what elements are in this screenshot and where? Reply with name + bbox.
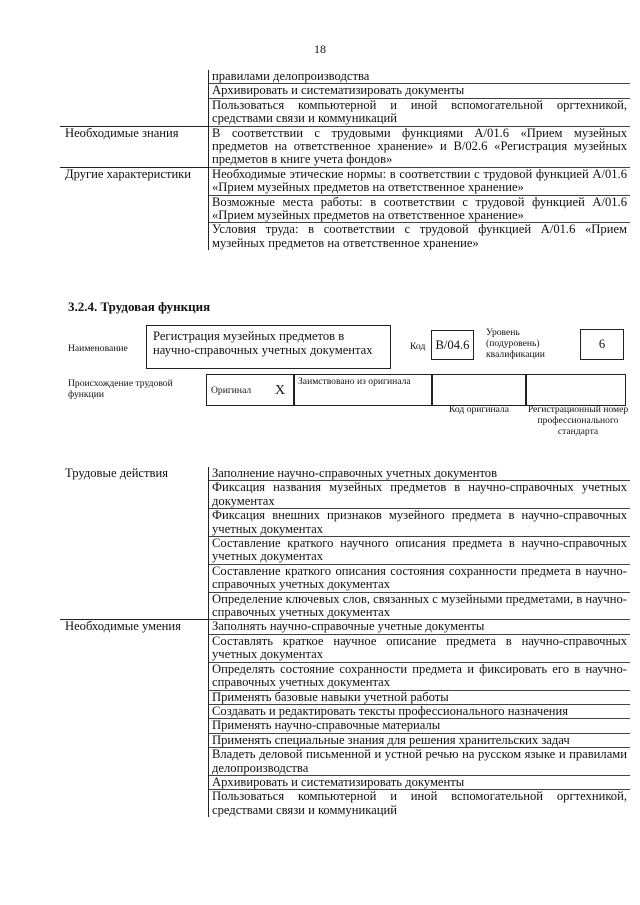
- requirement-item: Составление краткого научного описания предмета в научно-справочных учетных документах: [209, 537, 631, 565]
- requirement-item: правилами делопроизводства: [209, 70, 631, 84]
- requirement-item: Определять состояние сохранности предмета и фиксировать его в научно-справочных учетных документах: [209, 662, 631, 690]
- requirement-item: Архивировать и систематизировать документы: [209, 84, 631, 98]
- qualification-level-field: 6: [580, 329, 624, 360]
- registration-number-cell: [526, 374, 626, 406]
- table-row: [60, 126, 630, 167]
- function-requirements-table: [60, 467, 630, 817]
- requirement-item: Условия труда: в соответствии с трудовой функцией А/01.6 «Прием музейных предметов на ответственное хранение»: [212, 222, 627, 250]
- original-cell: [206, 374, 294, 406]
- function-name-field: Регистрация музейных предметов в научно-справочных учетных документах: [146, 325, 391, 369]
- requirement-item: Применять научно-справочные материалы: [209, 719, 631, 733]
- requirement-item: Пользоваться компьютерной и иной вспомогательной оргтехникой, средствами связи и коммуникаций: [212, 789, 627, 817]
- requirement-item: Владеть деловой письменной и устной речью на русском языке и правилами делопроизводства: [209, 748, 631, 776]
- table-row: [60, 467, 630, 481]
- requirement-item: Возможные места работы: в соответствии с трудовой функцией А/01.6 «Прием музейных предметов на ответственное хранение»: [209, 195, 631, 223]
- borrowed-cell: Заимствовано из оригинала: [294, 374, 432, 406]
- requirement-item: Пользоваться компьютерной и иной вспомогательной оргтехникой, средствами связи и коммуникаций: [209, 98, 631, 126]
- original-code-cell: [432, 374, 526, 406]
- original-code-caption: Код оригинала: [448, 404, 510, 415]
- requirement-item: Заполнять научно-справочные учетные документы: [209, 620, 631, 634]
- continued-requirements-table: [60, 70, 630, 250]
- code-label: Код: [410, 341, 426, 352]
- row-group-label: [60, 70, 209, 126]
- row-group-label: Другие характеристики: [60, 167, 209, 250]
- name-label: Наименование: [68, 343, 128, 354]
- requirement-item: Фиксация названия музейных предметов в научно-справочных учетных документах: [209, 481, 631, 509]
- registration-number-caption: Регистрационный номер профессионального стандарта: [527, 404, 629, 437]
- requirement-item: Применять специальные знания для решения хранительских задач: [209, 733, 631, 747]
- original-mark: X: [275, 383, 286, 398]
- requirement-item: Архивировать и систематизировать документы: [209, 775, 631, 789]
- row-group-label: Необходимые знания: [60, 126, 209, 167]
- qualification-level-label: Уровень (подуровень) квалификации: [486, 327, 545, 360]
- requirement-item: Фиксация внешних признаков музейного предмета в научно-справочных учетных документах: [209, 509, 631, 537]
- requirement-item: Создавать и редактировать тексты профессионального назначения: [209, 704, 631, 718]
- requirement-item: Применять базовые навыки учетной работы: [209, 690, 631, 704]
- section-title: 3.2.4. Трудовая функция: [68, 299, 211, 314]
- function-code-field: В/04.6: [431, 330, 474, 360]
- table-row: [60, 167, 630, 195]
- requirement-item: Определение ключевых слов, связанных с музейными предметами, в научно-справочных учетных документах: [209, 592, 631, 620]
- requirement-item: В соответствии с трудовыми функциями А/01.6 «Прием музейных предметов на ответственное хранение» и В/02.6 «Регистрация музейных предметов в книге учета фондов»: [209, 126, 631, 167]
- original-label: Оригинал: [211, 385, 252, 396]
- requirement-item: Заполнение научно-справочных учетных документов: [209, 467, 631, 481]
- page-number: 18: [314, 42, 326, 56]
- row-group-label: Необходимые умения: [60, 620, 209, 817]
- table-row: [60, 70, 630, 84]
- origin-label: Происхождение трудовой функции: [68, 378, 173, 400]
- requirement-item: Составлять краткое научное описание предмета в научно-справочных учетных документах: [209, 634, 631, 662]
- row-group-label: Трудовые действия: [60, 467, 209, 620]
- requirement-item: Необходимые этические нормы: в соответствии с трудовой функцией А/01.6 «Прием музейных предметов на ответственное хранение»: [209, 167, 631, 195]
- requirement-item: Составление краткого описания состояния сохранности предмета в научно-справочных учетных документах: [209, 564, 631, 592]
- table-row: [60, 620, 630, 634]
